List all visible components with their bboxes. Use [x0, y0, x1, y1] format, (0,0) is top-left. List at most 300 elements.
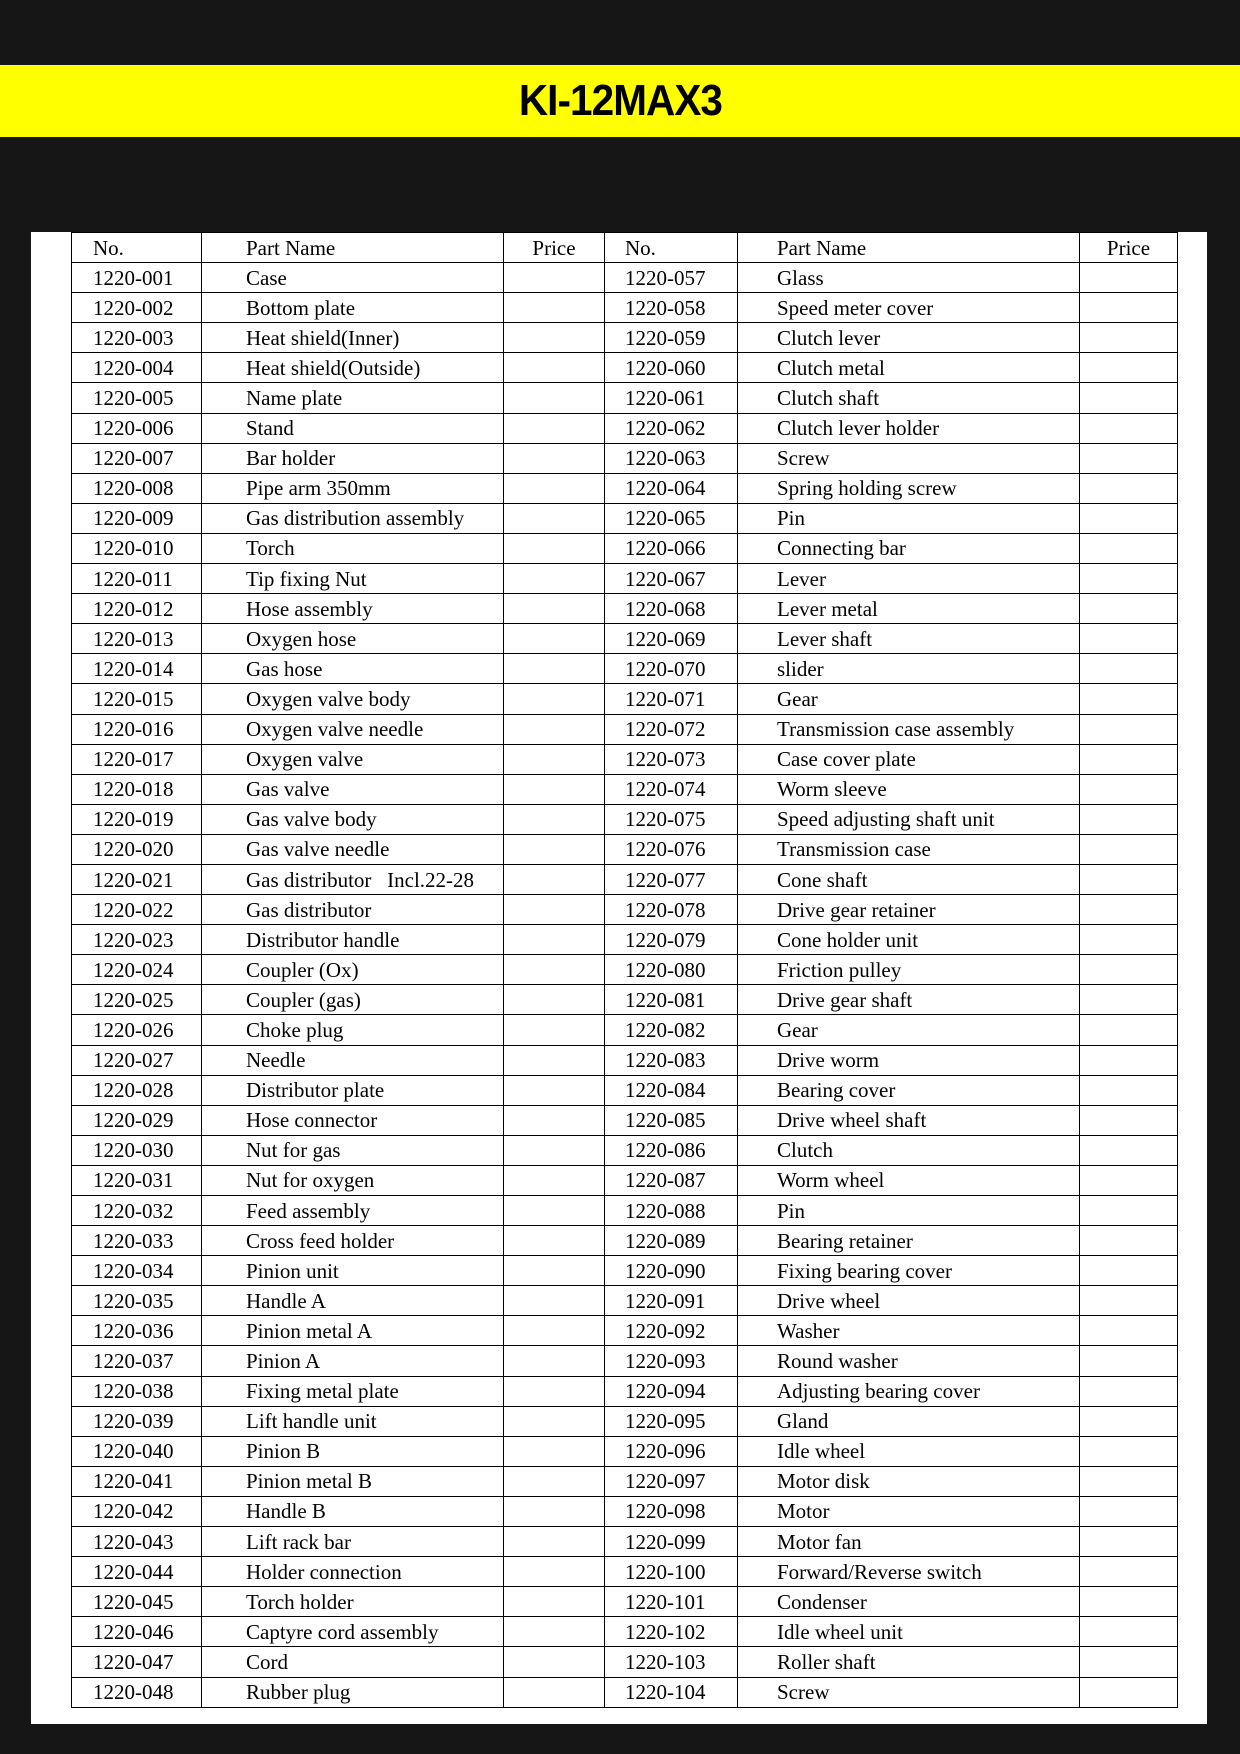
- part-price-right: [1080, 1135, 1178, 1165]
- part-price-left: [504, 925, 605, 955]
- part-name-left: Tip fixing Nut: [202, 564, 504, 594]
- part-price-left: [504, 1376, 605, 1406]
- part-number-right: 1220-068: [605, 594, 738, 624]
- part-name-right: Bearing retainer: [738, 1226, 1080, 1256]
- part-price-right: [1080, 834, 1178, 864]
- table-row: [72, 383, 1178, 413]
- part-name-left: Hose connector: [202, 1105, 504, 1135]
- part-price-right: [1080, 1015, 1178, 1045]
- part-name-right: Washer: [738, 1316, 1080, 1346]
- part-name-left: Torch holder: [202, 1587, 504, 1617]
- part-number-left: 1220-047: [72, 1647, 202, 1677]
- part-number-left: 1220-021: [72, 864, 202, 894]
- part-name-left: Pinion metal A: [202, 1316, 504, 1346]
- part-price-right: [1080, 1617, 1178, 1647]
- parts-table: [71, 232, 1178, 1708]
- part-price-left: [504, 1406, 605, 1436]
- part-price-right: [1080, 564, 1178, 594]
- part-price-left: [504, 1436, 605, 1466]
- table-row: [72, 834, 1178, 864]
- part-name-left: Gas distributor: [202, 895, 504, 925]
- table-row: [72, 1617, 1178, 1647]
- part-number-right: 1220-082: [605, 1015, 738, 1045]
- table-row: [72, 1135, 1178, 1165]
- part-name-left: Holder connection: [202, 1557, 504, 1587]
- part-price-right: [1080, 503, 1178, 533]
- part-price-left: [504, 1677, 605, 1707]
- table-row: [72, 353, 1178, 383]
- part-price-right: [1080, 533, 1178, 563]
- part-number-right: 1220-095: [605, 1406, 738, 1436]
- part-name-right: Lever metal: [738, 594, 1080, 624]
- table-row: [72, 654, 1178, 684]
- part-number-right: 1220-098: [605, 1496, 738, 1526]
- part-number-right: 1220-076: [605, 834, 738, 864]
- part-name-right: Glass: [738, 263, 1080, 293]
- part-price-right: [1080, 293, 1178, 323]
- part-number-right: 1220-091: [605, 1286, 738, 1316]
- part-number-right: 1220-087: [605, 1165, 738, 1195]
- part-name-right: Gear: [738, 684, 1080, 714]
- part-name-right: Clutch: [738, 1135, 1080, 1165]
- table-row: [72, 564, 1178, 594]
- table-row: [72, 1226, 1178, 1256]
- table-row: [72, 1436, 1178, 1466]
- part-number-right: 1220-079: [605, 925, 738, 955]
- part-price-right: [1080, 323, 1178, 353]
- part-price-right: [1080, 804, 1178, 834]
- table-row: [72, 1677, 1178, 1707]
- part-name-left: Oxygen valve body: [202, 684, 504, 714]
- part-number-left: 1220-042: [72, 1496, 202, 1526]
- part-number-right: 1220-090: [605, 1256, 738, 1286]
- part-price-right: [1080, 1436, 1178, 1466]
- part-price-left: [504, 774, 605, 804]
- part-name-left: Gas valve body: [202, 804, 504, 834]
- table-row: [72, 1015, 1178, 1045]
- part-number-left: 1220-045: [72, 1587, 202, 1617]
- part-name-left: Pinion B: [202, 1436, 504, 1466]
- part-number-right: 1220-103: [605, 1647, 738, 1677]
- title-banner: [0, 65, 1240, 137]
- part-name-left: Stand: [202, 413, 504, 443]
- part-price-right: [1080, 1075, 1178, 1105]
- part-number-left: 1220-031: [72, 1165, 202, 1195]
- part-name-left: Gas hose: [202, 654, 504, 684]
- part-price-right: [1080, 1196, 1178, 1226]
- part-price-right: [1080, 1346, 1178, 1376]
- part-price-left: [504, 323, 605, 353]
- part-price-left: [504, 473, 605, 503]
- part-price-left: [504, 1647, 605, 1677]
- part-name-right: Lever: [738, 564, 1080, 594]
- part-number-right: 1220-096: [605, 1436, 738, 1466]
- part-price-left: [504, 744, 605, 774]
- table-row: [72, 1256, 1178, 1286]
- table-row: [72, 1165, 1178, 1195]
- part-number-left: 1220-037: [72, 1346, 202, 1376]
- table-row: [72, 985, 1178, 1015]
- table-row: [72, 1496, 1178, 1526]
- part-name-left: Feed assembly: [202, 1196, 504, 1226]
- part-price-right: [1080, 1587, 1178, 1617]
- part-number-right: 1220-080: [605, 955, 738, 985]
- part-number-left: 1220-029: [72, 1105, 202, 1135]
- part-number-left: 1220-016: [72, 714, 202, 744]
- part-number-left: 1220-019: [72, 804, 202, 834]
- part-number-left: 1220-039: [72, 1406, 202, 1436]
- part-name-right: Friction pulley: [738, 955, 1080, 985]
- table-row: [72, 1196, 1178, 1226]
- part-number-right: 1220-083: [605, 1045, 738, 1075]
- part-price-right: [1080, 774, 1178, 804]
- part-name-right: Lever shaft: [738, 624, 1080, 654]
- part-number-right: 1220-065: [605, 503, 738, 533]
- part-name-left: Torch: [202, 533, 504, 563]
- part-number-right: 1220-062: [605, 413, 738, 443]
- part-name-left: Heat shield(Inner): [202, 323, 504, 353]
- part-price-right: [1080, 864, 1178, 894]
- part-number-left: 1220-027: [72, 1045, 202, 1075]
- part-name-right: Motor disk: [738, 1466, 1080, 1496]
- table-row: [72, 1527, 1178, 1557]
- parts-table-body: [72, 263, 1178, 1708]
- part-number-right: 1220-058: [605, 293, 738, 323]
- part-number-right: 1220-093: [605, 1346, 738, 1376]
- table-row: [72, 413, 1178, 443]
- table-row: [72, 443, 1178, 473]
- part-price-left: [504, 684, 605, 714]
- part-number-right: 1220-101: [605, 1587, 738, 1617]
- part-name-right: Bearing cover: [738, 1075, 1080, 1105]
- header-part-name-left: Part Name: [202, 233, 504, 263]
- part-number-left: 1220-023: [72, 925, 202, 955]
- part-number-left: 1220-003: [72, 323, 202, 353]
- header-part-name-right: Part Name: [738, 233, 1080, 263]
- part-number-left: 1220-002: [72, 293, 202, 323]
- part-price-right: [1080, 413, 1178, 443]
- part-number-left: 1220-015: [72, 684, 202, 714]
- part-price-left: [504, 1466, 605, 1496]
- part-name-right: Screw: [738, 1677, 1080, 1707]
- table-row: [72, 804, 1178, 834]
- part-price-left: [504, 1346, 605, 1376]
- part-number-left: 1220-038: [72, 1376, 202, 1406]
- part-name-left: Handle B: [202, 1496, 504, 1526]
- part-price-right: [1080, 925, 1178, 955]
- part-price-left: [504, 985, 605, 1015]
- part-price-right: [1080, 1256, 1178, 1286]
- part-price-right: [1080, 383, 1178, 413]
- part-name-right: Roller shaft: [738, 1647, 1080, 1677]
- part-name-left: Pipe arm 350mm: [202, 473, 504, 503]
- part-name-left: Fixing metal plate: [202, 1376, 504, 1406]
- part-number-left: 1220-013: [72, 624, 202, 654]
- table-row: [72, 473, 1178, 503]
- part-number-right: 1220-081: [605, 985, 738, 1015]
- part-name-right: Clutch lever holder: [738, 413, 1080, 443]
- part-name-right: Clutch shaft: [738, 383, 1080, 413]
- part-price-left: [504, 503, 605, 533]
- part-number-left: 1220-035: [72, 1286, 202, 1316]
- part-number-left: 1220-030: [72, 1135, 202, 1165]
- table-row: [72, 1647, 1178, 1677]
- part-number-right: 1220-092: [605, 1316, 738, 1346]
- part-number-right: 1220-067: [605, 564, 738, 594]
- part-price-right: [1080, 654, 1178, 684]
- part-name-right: Pin: [738, 503, 1080, 533]
- part-name-left: Coupler (Ox): [202, 955, 504, 985]
- part-number-left: 1220-044: [72, 1557, 202, 1587]
- part-price-right: [1080, 955, 1178, 985]
- part-price-left: [504, 1015, 605, 1045]
- part-number-left: 1220-034: [72, 1256, 202, 1286]
- part-price-left: [504, 895, 605, 925]
- table-header-row: [72, 233, 1178, 263]
- table-row: [72, 684, 1178, 714]
- part-name-right: Motor: [738, 1496, 1080, 1526]
- part-name-right: Gland: [738, 1406, 1080, 1436]
- part-number-left: 1220-017: [72, 744, 202, 774]
- part-price-left: [504, 624, 605, 654]
- part-number-left: 1220-026: [72, 1015, 202, 1045]
- part-number-left: 1220-011: [72, 564, 202, 594]
- part-number-left: 1220-032: [72, 1196, 202, 1226]
- part-number-left: 1220-008: [72, 473, 202, 503]
- part-number-left: 1220-025: [72, 985, 202, 1015]
- part-price-right: [1080, 1165, 1178, 1195]
- table-row: [72, 1286, 1178, 1316]
- part-name-right: Idle wheel unit: [738, 1617, 1080, 1647]
- part-price-right: [1080, 684, 1178, 714]
- part-number-right: 1220-073: [605, 744, 738, 774]
- part-name-left: Pinion metal B: [202, 1466, 504, 1496]
- part-price-left: [504, 293, 605, 323]
- part-name-right: Cone shaft: [738, 864, 1080, 894]
- part-name-right: Speed adjusting shaft unit: [738, 804, 1080, 834]
- part-price-left: [504, 383, 605, 413]
- part-price-left: [504, 533, 605, 563]
- part-number-right: 1220-100: [605, 1557, 738, 1587]
- part-name-left: Name plate: [202, 383, 504, 413]
- part-name-left: Hose assembly: [202, 594, 504, 624]
- part-price-right: [1080, 1496, 1178, 1526]
- part-name-left: Oxygen valve: [202, 744, 504, 774]
- table-row: [72, 1346, 1178, 1376]
- part-price-left: [504, 1617, 605, 1647]
- part-price-left: [504, 1226, 605, 1256]
- part-number-right: 1220-099: [605, 1527, 738, 1557]
- part-number-left: 1220-022: [72, 895, 202, 925]
- part-name-right: Transmission case assembly: [738, 714, 1080, 744]
- part-number-left: 1220-018: [72, 774, 202, 804]
- part-number-left: 1220-048: [72, 1677, 202, 1707]
- part-number-right: 1220-059: [605, 323, 738, 353]
- table-row: [72, 1406, 1178, 1436]
- part-number-left: 1220-005: [72, 383, 202, 413]
- part-price-right: [1080, 1557, 1178, 1587]
- part-name-left: Bar holder: [202, 443, 504, 473]
- part-name-left: Rubber plug: [202, 1677, 504, 1707]
- part-name-left: Coupler (gas): [202, 985, 504, 1015]
- part-name-left: Nut for gas: [202, 1135, 504, 1165]
- part-number-left: 1220-043: [72, 1527, 202, 1557]
- part-name-right: Idle wheel: [738, 1436, 1080, 1466]
- part-price-left: [504, 1286, 605, 1316]
- part-price-left: [504, 443, 605, 473]
- table-row: [72, 955, 1178, 985]
- part-name-right: Drive gear shaft: [738, 985, 1080, 1015]
- part-price-left: [504, 1135, 605, 1165]
- part-number-right: 1220-066: [605, 533, 738, 563]
- table-row: [72, 1075, 1178, 1105]
- part-number-right: 1220-061: [605, 383, 738, 413]
- part-price-right: [1080, 473, 1178, 503]
- part-number-right: 1220-060: [605, 353, 738, 383]
- part-price-left: [504, 1316, 605, 1346]
- part-price-right: [1080, 1045, 1178, 1075]
- part-name-left: Oxygen hose: [202, 624, 504, 654]
- part-name-right: Connecting bar: [738, 533, 1080, 563]
- part-number-left: 1220-041: [72, 1466, 202, 1496]
- part-name-right: Clutch lever: [738, 323, 1080, 353]
- part-number-left: 1220-028: [72, 1075, 202, 1105]
- part-name-right: Round washer: [738, 1346, 1080, 1376]
- table-row: [72, 1105, 1178, 1135]
- part-price-left: [504, 564, 605, 594]
- part-number-left: 1220-012: [72, 594, 202, 624]
- part-price-right: [1080, 1316, 1178, 1346]
- part-number-left: 1220-004: [72, 353, 202, 383]
- part-name-left: Pinion unit: [202, 1256, 504, 1286]
- header-price-right: Price: [1080, 233, 1178, 263]
- table-row: [72, 895, 1178, 925]
- part-number-right: 1220-102: [605, 1617, 738, 1647]
- part-number-right: 1220-072: [605, 714, 738, 744]
- part-number-right: 1220-089: [605, 1226, 738, 1256]
- part-name-right: slider: [738, 654, 1080, 684]
- part-name-left: Gas valve needle: [202, 834, 504, 864]
- part-number-left: 1220-007: [72, 443, 202, 473]
- part-price-left: [504, 413, 605, 443]
- part-number-right: 1220-074: [605, 774, 738, 804]
- page-title: KI-12MAX3: [518, 76, 722, 125]
- table-row: [72, 1376, 1178, 1406]
- part-price-left: [504, 714, 605, 744]
- part-price-right: [1080, 1677, 1178, 1707]
- part-price-right: [1080, 353, 1178, 383]
- part-name-right: Forward/Reverse switch: [738, 1557, 1080, 1587]
- part-price-right: [1080, 714, 1178, 744]
- part-name-right: Drive wheel shaft: [738, 1105, 1080, 1135]
- part-name-left: Captyre cord assembly: [202, 1617, 504, 1647]
- part-price-left: [504, 955, 605, 985]
- table-row: [72, 1316, 1178, 1346]
- part-number-left: 1220-020: [72, 834, 202, 864]
- part-price-left: [504, 1105, 605, 1135]
- table-row: [72, 714, 1178, 744]
- part-name-left: Cross feed holder: [202, 1226, 504, 1256]
- part-price-right: [1080, 1376, 1178, 1406]
- part-price-right: [1080, 263, 1178, 293]
- table-row: [72, 263, 1178, 293]
- part-number-right: 1220-104: [605, 1677, 738, 1707]
- table-row: [72, 1557, 1178, 1587]
- table-row: [72, 1045, 1178, 1075]
- part-name-right: Transmission case: [738, 834, 1080, 864]
- part-name-right: Cone holder unit: [738, 925, 1080, 955]
- part-price-left: [504, 1045, 605, 1075]
- part-number-right: 1220-077: [605, 864, 738, 894]
- part-price-right: [1080, 1286, 1178, 1316]
- part-price-right: [1080, 895, 1178, 925]
- part-price-left: [504, 1527, 605, 1557]
- part-number-right: 1220-075: [605, 804, 738, 834]
- table-row: [72, 624, 1178, 654]
- table-row: [72, 744, 1178, 774]
- part-number-left: 1220-010: [72, 533, 202, 563]
- part-name-right: Speed meter cover: [738, 293, 1080, 323]
- part-price-right: [1080, 1226, 1178, 1256]
- part-name-right: Fixing bearing cover: [738, 1256, 1080, 1286]
- part-name-right: Condenser: [738, 1587, 1080, 1617]
- part-name-right: Screw: [738, 443, 1080, 473]
- part-name-left: Lift rack bar: [202, 1527, 504, 1557]
- part-price-right: [1080, 1105, 1178, 1135]
- part-number-left: 1220-033: [72, 1226, 202, 1256]
- part-number-right: 1220-097: [605, 1466, 738, 1496]
- part-price-left: [504, 1256, 605, 1286]
- part-price-left: [504, 654, 605, 684]
- part-number-left: 1220-036: [72, 1316, 202, 1346]
- part-number-right: 1220-094: [605, 1376, 738, 1406]
- part-name-left: Bottom plate: [202, 293, 504, 323]
- part-name-right: Case cover plate: [738, 744, 1080, 774]
- part-name-right: Motor fan: [738, 1527, 1080, 1557]
- part-number-right: 1220-057: [605, 263, 738, 293]
- parts-sheet: [31, 232, 1207, 1724]
- part-number-right: 1220-063: [605, 443, 738, 473]
- part-name-right: Adjusting bearing cover: [738, 1376, 1080, 1406]
- part-number-right: 1220-088: [605, 1196, 738, 1226]
- part-price-right: [1080, 985, 1178, 1015]
- part-price-left: [504, 1196, 605, 1226]
- table-row: [72, 503, 1178, 533]
- part-price-left: [504, 1165, 605, 1195]
- table-row: [72, 594, 1178, 624]
- part-name-right: Drive gear retainer: [738, 895, 1080, 925]
- part-name-left: Oxygen valve needle: [202, 714, 504, 744]
- part-name-right: Gear: [738, 1015, 1080, 1045]
- table-row: [72, 925, 1178, 955]
- table-row: [72, 1466, 1178, 1496]
- part-name-left: Pinion A: [202, 1346, 504, 1376]
- part-number-left: 1220-046: [72, 1617, 202, 1647]
- part-name-left: Handle A: [202, 1286, 504, 1316]
- part-price-left: [504, 1587, 605, 1617]
- part-name-left: Distributor handle: [202, 925, 504, 955]
- part-number-left: 1220-014: [72, 654, 202, 684]
- part-price-left: [504, 1075, 605, 1105]
- part-number-right: 1220-071: [605, 684, 738, 714]
- part-name-left: Gas valve: [202, 774, 504, 804]
- part-price-left: [504, 263, 605, 293]
- part-name-right: Drive wheel: [738, 1286, 1080, 1316]
- part-price-right: [1080, 1527, 1178, 1557]
- part-number-right: 1220-070: [605, 654, 738, 684]
- header-no-right: No.: [605, 233, 738, 263]
- part-name-left: Nut for oxygen: [202, 1165, 504, 1195]
